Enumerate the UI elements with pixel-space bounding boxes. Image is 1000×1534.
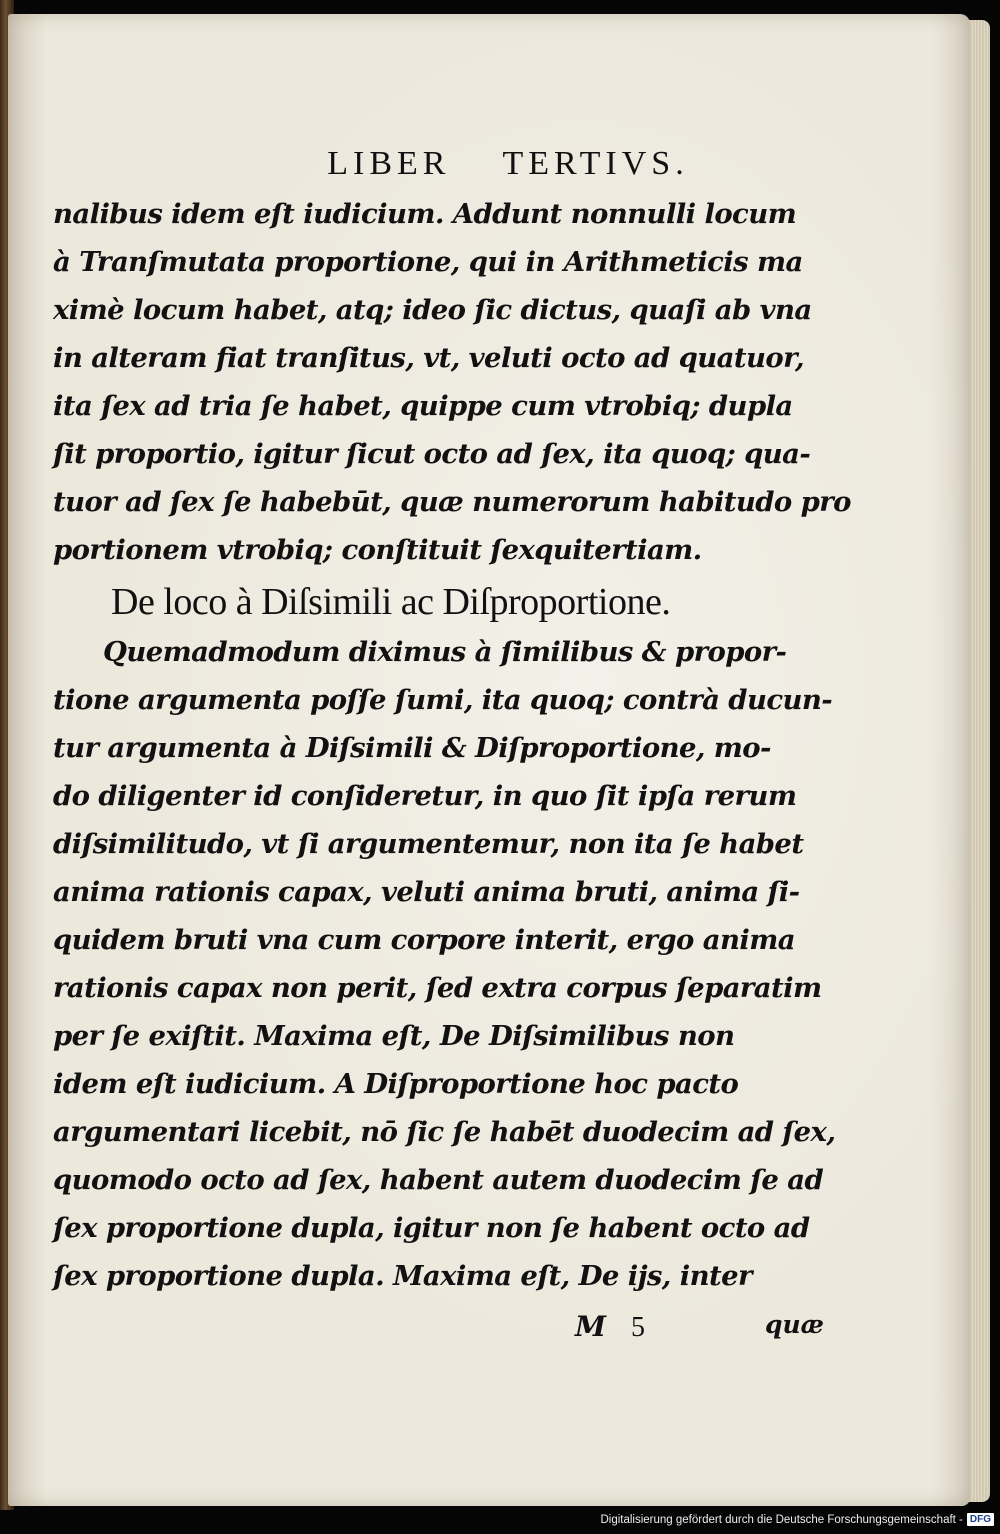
catchword: quæ <box>765 1310 824 1339</box>
book-page <box>8 14 970 1506</box>
text-line: ximè locum habet, atq; ideo ſic dictus, quaſi ab vna <box>53 294 812 326</box>
credit-text: Digitalisierung gefördert durch die Deutsche Forschungsgemeinschaft - <box>600 1513 963 1526</box>
text-line: tuor ad ſex ſe habebūt, quæ numerorum habitudo pro <box>53 486 851 518</box>
running-head-left: LIBER <box>327 145 451 182</box>
signature-number: 5 <box>631 1312 645 1343</box>
page-edge <box>968 20 990 1502</box>
text-line: ſit proportio, igitur ſicut octo ad ſex, ita quoq; qua- <box>53 438 811 470</box>
text-line: diſsimilitudo, vt ſi argumentemur, non ita ſe habet <box>53 828 804 860</box>
signature-line <box>53 1304 823 1356</box>
text-block <box>53 142 851 1356</box>
text-line: anima rationis capax, veluti anima bruti, anima ſi- <box>53 876 800 908</box>
text-line: portionem vtrobiq; conſtituit ſexquitertiam. <box>53 534 702 566</box>
text-line: à Tranſmutata proportione, qui in Arithmeticis ma <box>53 246 803 278</box>
digitization-credit <box>600 1513 994 1526</box>
text-line: per ſe exiſtit. Maxima eſt, De Diſsimilibus non <box>53 1020 735 1052</box>
signature-mark: M <box>575 1310 606 1343</box>
text-line: nalibus idem eſt iudicium. Addunt nonnulli locum <box>53 198 797 230</box>
text-line: in alteram fiat tranſitus, vt, veluti octo ad quatuor, <box>53 342 804 374</box>
text-line: tur argumenta à Diſsimili & Diſproportione, mo- <box>53 732 771 764</box>
text-line: ita ſex ad tria ſe habet, quippe cum vtrobiq; dupla <box>53 390 793 422</box>
text-line: tione argumenta poſſe ſumi, ita quoq; contrà ducun- <box>53 684 833 716</box>
text-line: Quemadmodum diximus à ſimilibus & propor- <box>103 636 787 668</box>
text-line: rationis capax non perit, ſed extra corpus ſeparatim <box>53 972 822 1004</box>
text-line: do diligenter id conſideretur, in quo ſit ipſa rerum <box>53 780 797 812</box>
text-line: quidem bruti vna cum corpore interit, ergo anima <box>53 924 795 956</box>
text-line: ſex proportione dupla, igitur non ſe habent octo ad <box>53 1212 810 1244</box>
text-line: argumentari licebit, nō ſic ſe habēt duodecim ad ſex, <box>53 1116 836 1148</box>
running-head <box>193 142 823 186</box>
running-head-right: TERTIVS. <box>502 145 689 182</box>
text-line: ſex proportione dupla. Maxima eſt, De ijs, inter <box>53 1260 752 1292</box>
text-line: idem eſt iudicium. A Diſproportione hoc pacto <box>53 1068 739 1100</box>
text-line: quomodo octo ad ſex, habent autem duodecim ſe ad <box>53 1164 824 1196</box>
section-heading: De loco à Diſsimili ac Diſproportione. <box>111 581 671 623</box>
dfg-logo-icon: DFG <box>967 1513 994 1526</box>
